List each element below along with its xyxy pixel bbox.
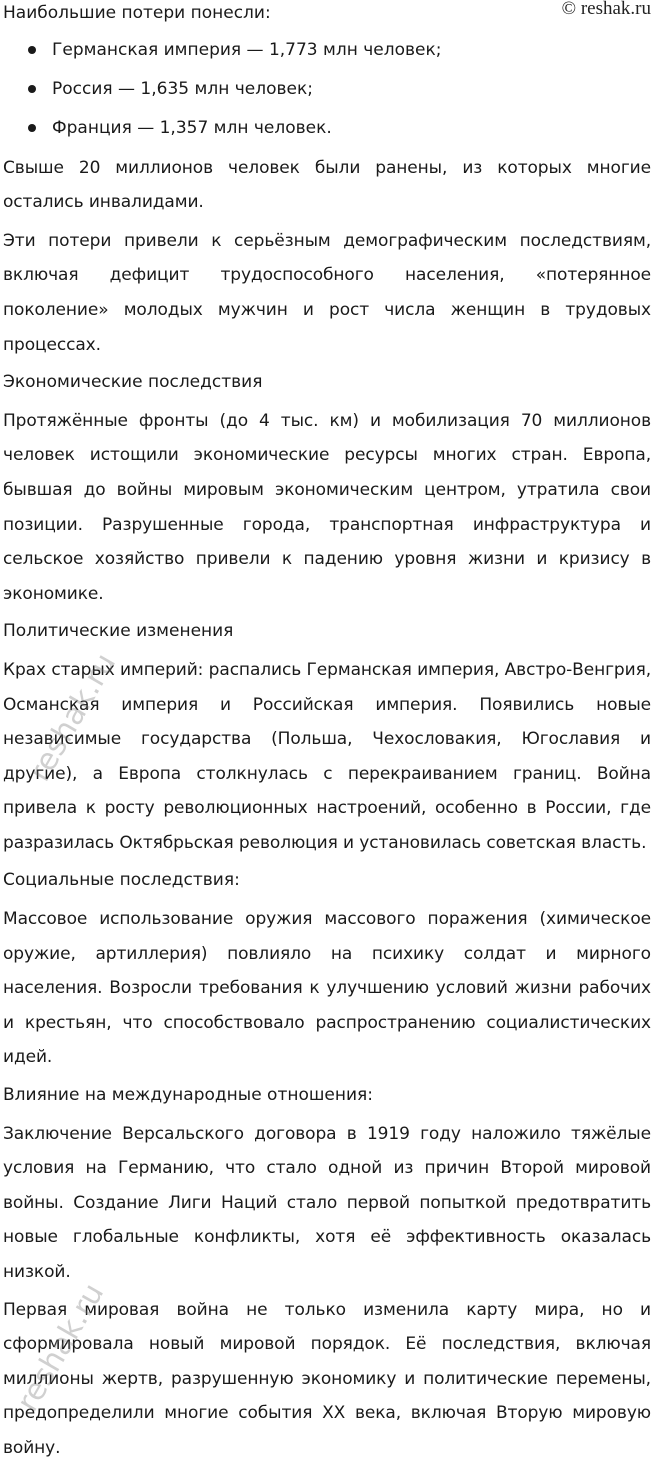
paragraph-political: Крах старых империй: распались Германская империя, Австро-Венгрия, Османская империя и Российская империя. Появились новые независимые государства (Польша, Чехословакия, Югославия и другие), а Европа столкнулась с перекраиванием границ. Война привела к росту революционных настроений, особенно в России, где разразилась Октябрьская революция и установилась советская власть.: [3, 659, 651, 853]
heading-social: Социальные последствия:: [3, 870, 240, 891]
heading-political: Политические изменения: [3, 621, 234, 642]
site-watermark: © reshak.ru: [561, 0, 651, 19]
bullet-icon: [28, 46, 36, 54]
list-item: [3, 70, 651, 109]
paragraph-international: Заключение Версальского договора в 1919 году наложило тяжёлые условия на Германию, что стало одной из причин Второй мировой войны. Создание Лиги Наций стало первой попыткой предотвратить новые глобальные конфликты, хотя её эффективность оказалась низкой.: [3, 1123, 651, 1282]
list-item-text: Германская империя — 1,773 млн человек;: [52, 39, 442, 60]
losses-intro: Наибольшие потери понесли:: [3, 3, 271, 23]
list-item-text: Россия — 1,635 млн человек;: [52, 78, 313, 99]
diagonal-watermark: reshak.ru: [10, 1277, 112, 1418]
paragraph-wounded: Свыше 20 миллионов человек были ранены, из которых многие остались инвалидами.: [3, 157, 651, 213]
paragraph-demographic: Эти потери привели к серьёзным демографическим последствиям, включая дефицит трудоспособного населения, «потерянное поколение» молодых мужчин и рост числа женщин в трудовых процессах.: [3, 230, 651, 355]
paragraph-economic: Протяжённые фронты (до 4 тыс. км) и мобилизация 70 миллионов человек истощили экономические ресурсы многих стран. Европа, бывшая до войны мировым экономическим центром, утратила свои позиции. Разрушенные города, транспортная инфраструктура и сельское хозяйство привели к падению уровня жизни и кризису в экономике.: [3, 410, 651, 604]
diagonal-watermark: reshak.ru: [22, 647, 124, 788]
list-item-text: Франция — 1,357 млн человек.: [52, 117, 332, 138]
bullet-icon: [28, 124, 36, 132]
list-item: [3, 109, 651, 148]
list-item: [3, 31, 651, 70]
heading-economic: Экономические последствия: [3, 372, 263, 393]
paragraph-social: Массовое использование оружия массового поражения (химическое оружие, артиллерия) повлияло на психику солдат и мирного населения. Возросли требования к улучшению условий жизни рабочих и крестьян, что способствовало распространению социалистических идей.: [3, 909, 651, 1068]
heading-international: Влияние на международные отношения:: [3, 1085, 374, 1106]
losses-list: [3, 31, 651, 148]
paragraph-conclusion: Первая мировая война не только изменила карту мира, но и сформировала новый мировой порядок. Её последствия, включая миллионы жертв, разрушенную экономику и политические перемены, предопределили многие события XX века, включая Вторую мировую войну.: [3, 1299, 651, 1458]
bullet-icon: [28, 85, 36, 93]
